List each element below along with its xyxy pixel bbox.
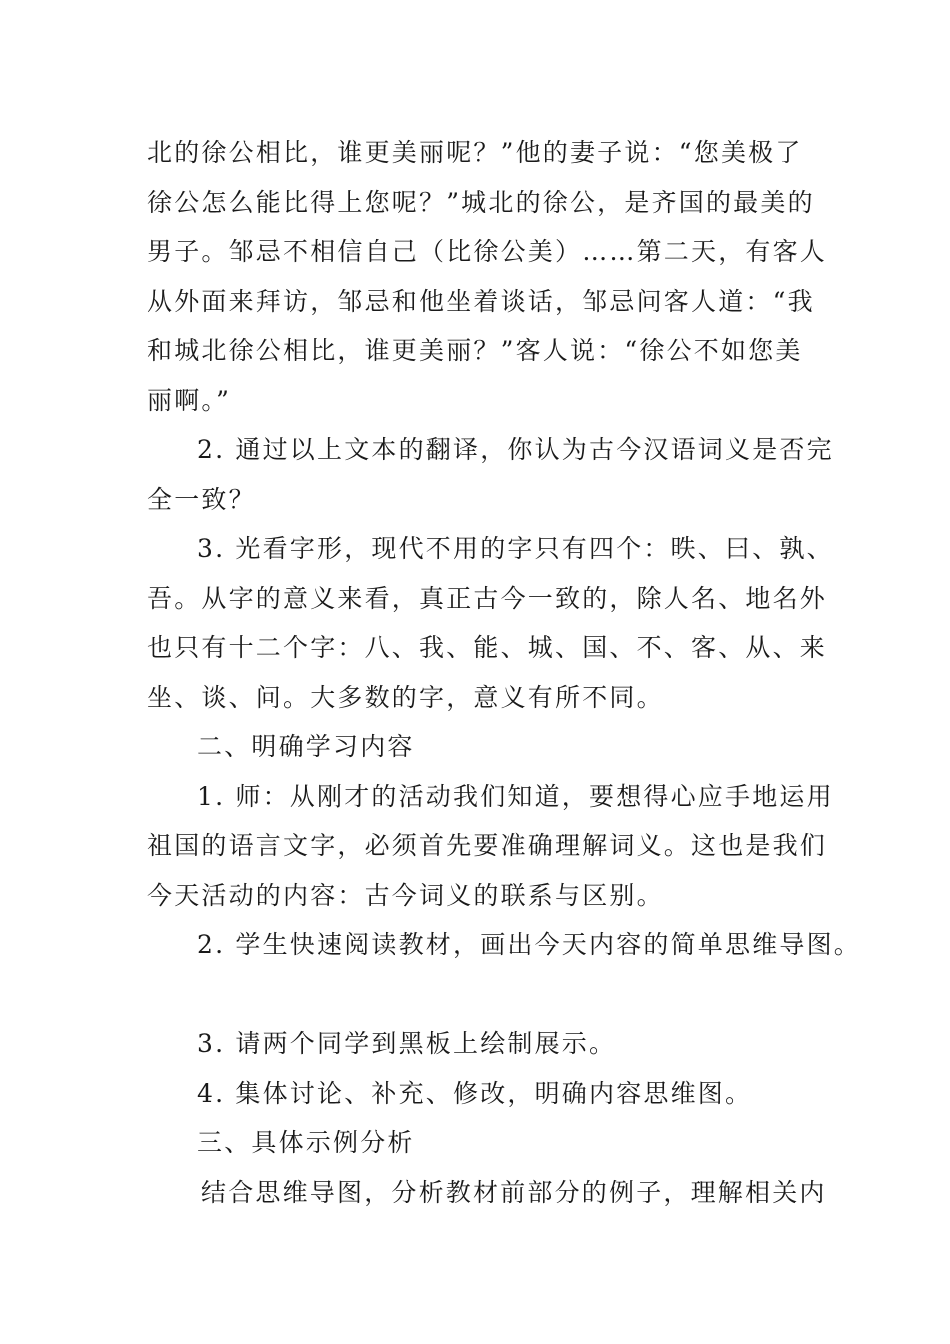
- text-line: 全一致？: [147, 485, 256, 514]
- text-line: 从外面来拜访，邹忌和他坐着谈话，邹忌问客人道：“我: [147, 287, 815, 316]
- text-line: 3. 请两个同学到黑板上绘制展示。: [197, 1029, 617, 1058]
- text-line: 祖国的语言文字，必须首先要准确理解词义。这也是我们: [147, 831, 828, 860]
- text-line: 4. 集体讨论、补充、修改，明确内容思维图。: [197, 1079, 753, 1108]
- text-line: 男子。邹忌不相信自己（比徐公美）……第二天，有客人: [147, 237, 828, 266]
- text-line: 和城北徐公相比，谁更美丽？”客人说：“徐公不如您美: [147, 336, 803, 365]
- text-line: 北的徐公相比，谁更美丽呢？”他的妻子说：“您美极了: [147, 138, 803, 167]
- text-line: 结合思维导图，分析教材前部分的例子，理解相关内: [201, 1178, 827, 1207]
- text-line: 丽啊。”: [147, 386, 232, 415]
- text-line: 徐公怎么能比得上您呢？”城北的徐公，是齐国的最美的: [147, 188, 815, 217]
- text-line: 1. 师：从刚才的活动我们知道，要想得心应手地运用: [197, 782, 834, 811]
- section-heading: 二、明确学习内容: [197, 732, 415, 761]
- text-line: 2. 学生快速阅读教材，画出今天内容的简单思维导图。: [197, 930, 862, 959]
- text-line: 今天活动的内容：古今词义的联系与区别。: [147, 881, 664, 910]
- text-line: 吾。从字的意义来看，真正古今一致的，除人名、地名外: [147, 584, 828, 613]
- section-heading: 三、具体示例分析: [197, 1128, 415, 1157]
- text-line: 也只有十二个字：八、我、能、城、国、不、客、从、来: [147, 633, 828, 662]
- text-line: 坐、谈、问。大多数的字，意义有所不同。: [147, 683, 664, 712]
- text-line: 3. 光看字形，现代不用的字只有四个：昳、曰、孰、: [197, 534, 834, 563]
- text-line: 2. 通过以上文本的翻译，你认为古今汉语词义是否完: [197, 435, 834, 464]
